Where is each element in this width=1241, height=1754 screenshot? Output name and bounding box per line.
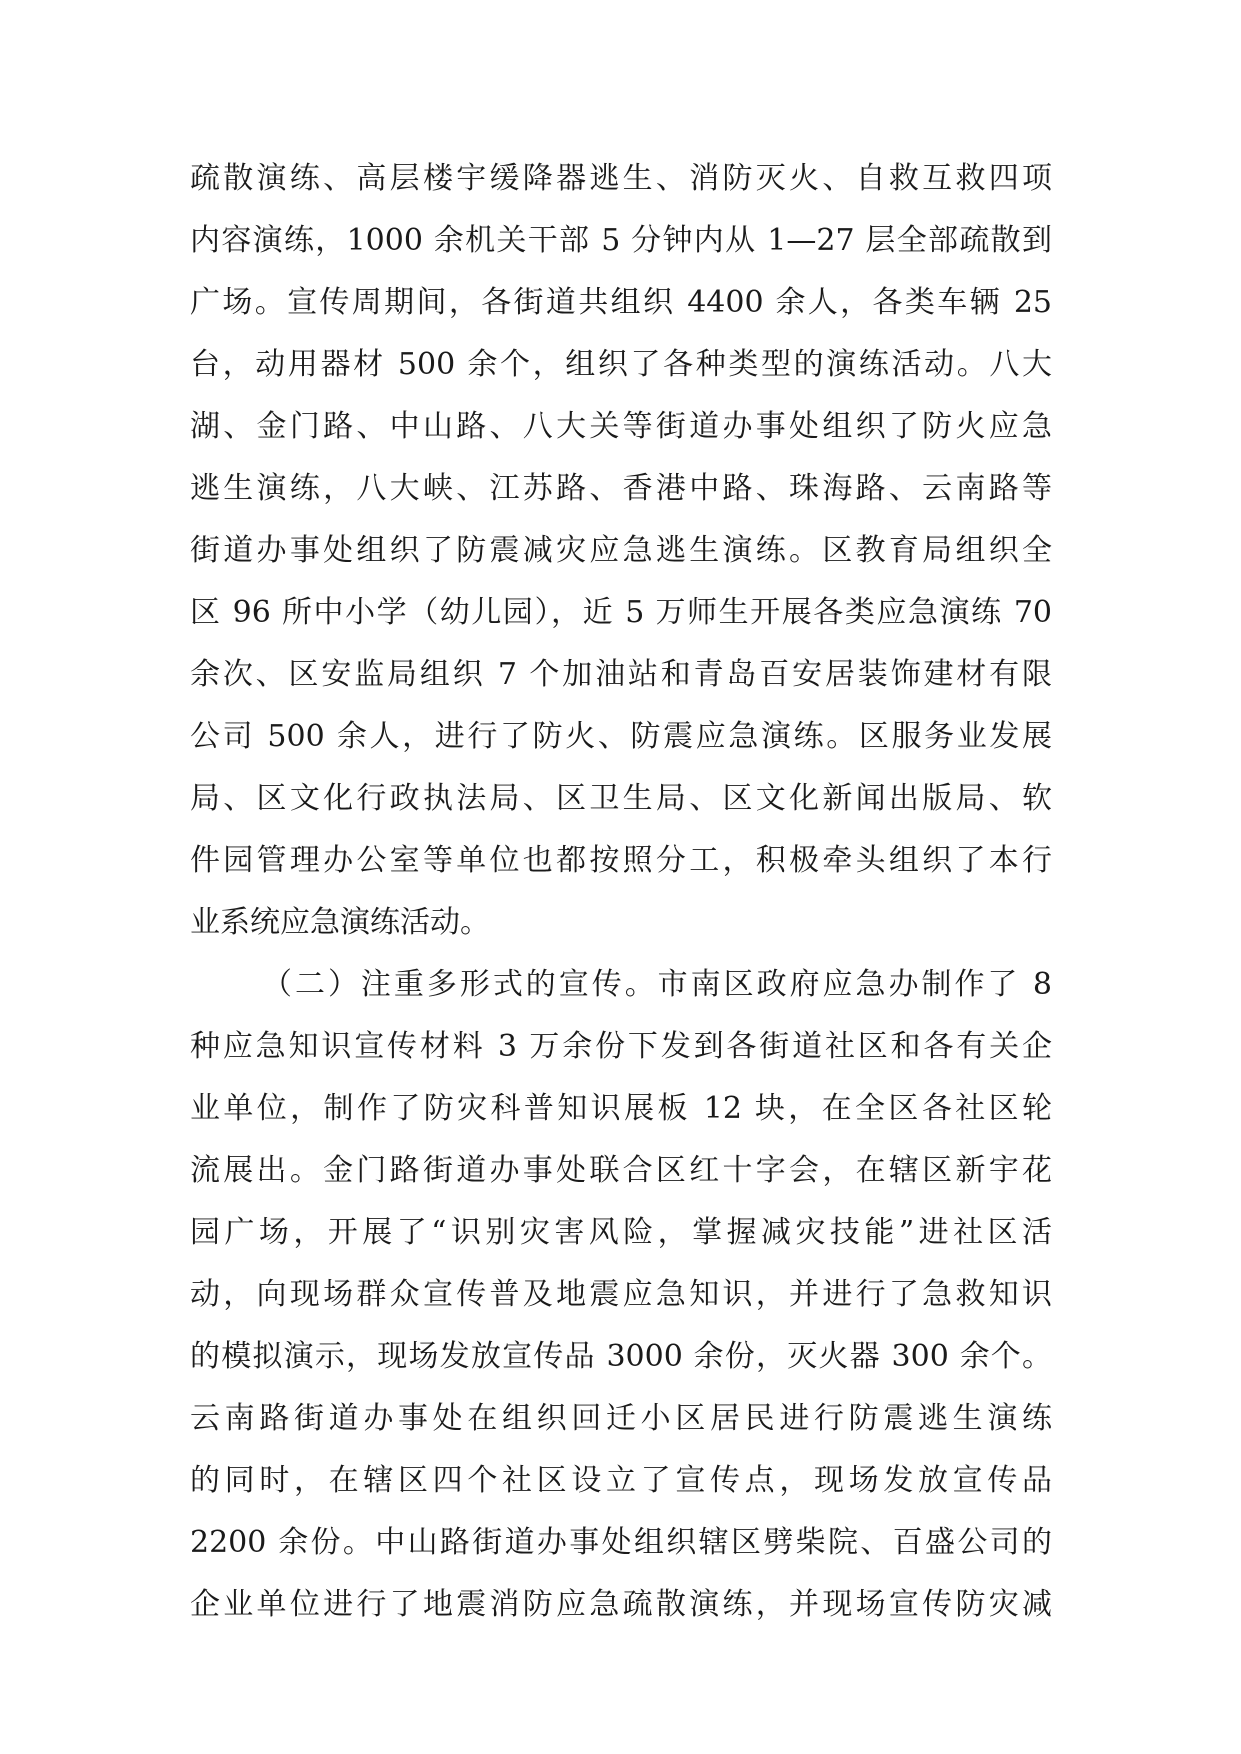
text-line: 种应急知识宣传材料 3 万余份下发到各街道社区和各有关企 [190, 1029, 1052, 1064]
text-line: 广场。宣传周期间，各街道共组织 4400 余人，各类车辆 25 [190, 285, 1052, 320]
text-line: 疏散演练、高层楼宇缓降器逃生、消防灭火、自救互救四项 [190, 161, 1052, 196]
text-line: 业单位，制作了防灾科普知识展板 12 块，在全区各社区轮 [190, 1091, 1052, 1126]
text-line: （二）注重多形式的宣传。市南区政府应急办制作了 8 [262, 967, 1052, 1002]
text-line: 局、区文化行政执法局、区卫生局、区文化新闻出版局、软 [190, 781, 1052, 816]
text-line: 台，动用器材 500 余个，组织了各种类型的演练活动。八大 [190, 347, 1052, 382]
text-line: 动，向现场群众宣传普及地震应急知识，并进行了急救知识 [190, 1277, 1052, 1312]
text-line: 街道办事处组织了防震减灾应急逃生演练。区教育局组织全 [190, 533, 1052, 568]
text-line: 园广场，开展了“识别灾害风险，掌握减灾技能”进社区活 [190, 1215, 1052, 1250]
text-line: 湖、金门路、中山路、八大关等街道办事处组织了防火应急 [190, 409, 1052, 444]
text-line: 的模拟演示，现场发放宣传品 3000 余份，灭火器 300 余个。 [190, 1339, 1052, 1374]
document-body [190, 148, 1052, 1636]
text-line: 业系统应急演练活动。 [190, 905, 490, 940]
paragraph-2 [190, 954, 1052, 1636]
text-line: 件园管理办公室等单位也都按照分工，积极牵头组织了本行 [190, 843, 1052, 878]
text-line: 余次、区安监局组织 7 个加油站和青岛百安居装饰建材有限 [190, 657, 1052, 692]
text-line: 的同时，在辖区四个社区设立了宣传点，现场发放宣传品 [190, 1463, 1052, 1498]
text-line: 2200 余份。中山路街道办事处组织辖区劈柴院、百盛公司的 [190, 1525, 1052, 1560]
text-line: 流展出。金门路街道办事处联合区红十字会，在辖区新宇花 [190, 1153, 1052, 1188]
text-line: 区 96 所中小学（幼儿园），近 5 万师生开展各类应急演练 70 [190, 595, 1052, 630]
text-line: 内容演练，1000 余机关干部 5 分钟内从 1—27 层全部疏散到 [190, 223, 1052, 258]
paragraph-1 [190, 148, 1052, 954]
text-line: 公司 500 余人，进行了防火、防震应急演练。区服务业发展 [190, 719, 1052, 754]
text-line: 云南路街道办事处在组织回迁小区居民进行防震逃生演练 [190, 1401, 1052, 1436]
text-line: 逃生演练，八大峡、江苏路、香港中路、珠海路、云南路等 [190, 471, 1052, 506]
text-line: 企业单位进行了地震消防应急疏散演练，并现场宣传防灾减 [190, 1587, 1052, 1622]
